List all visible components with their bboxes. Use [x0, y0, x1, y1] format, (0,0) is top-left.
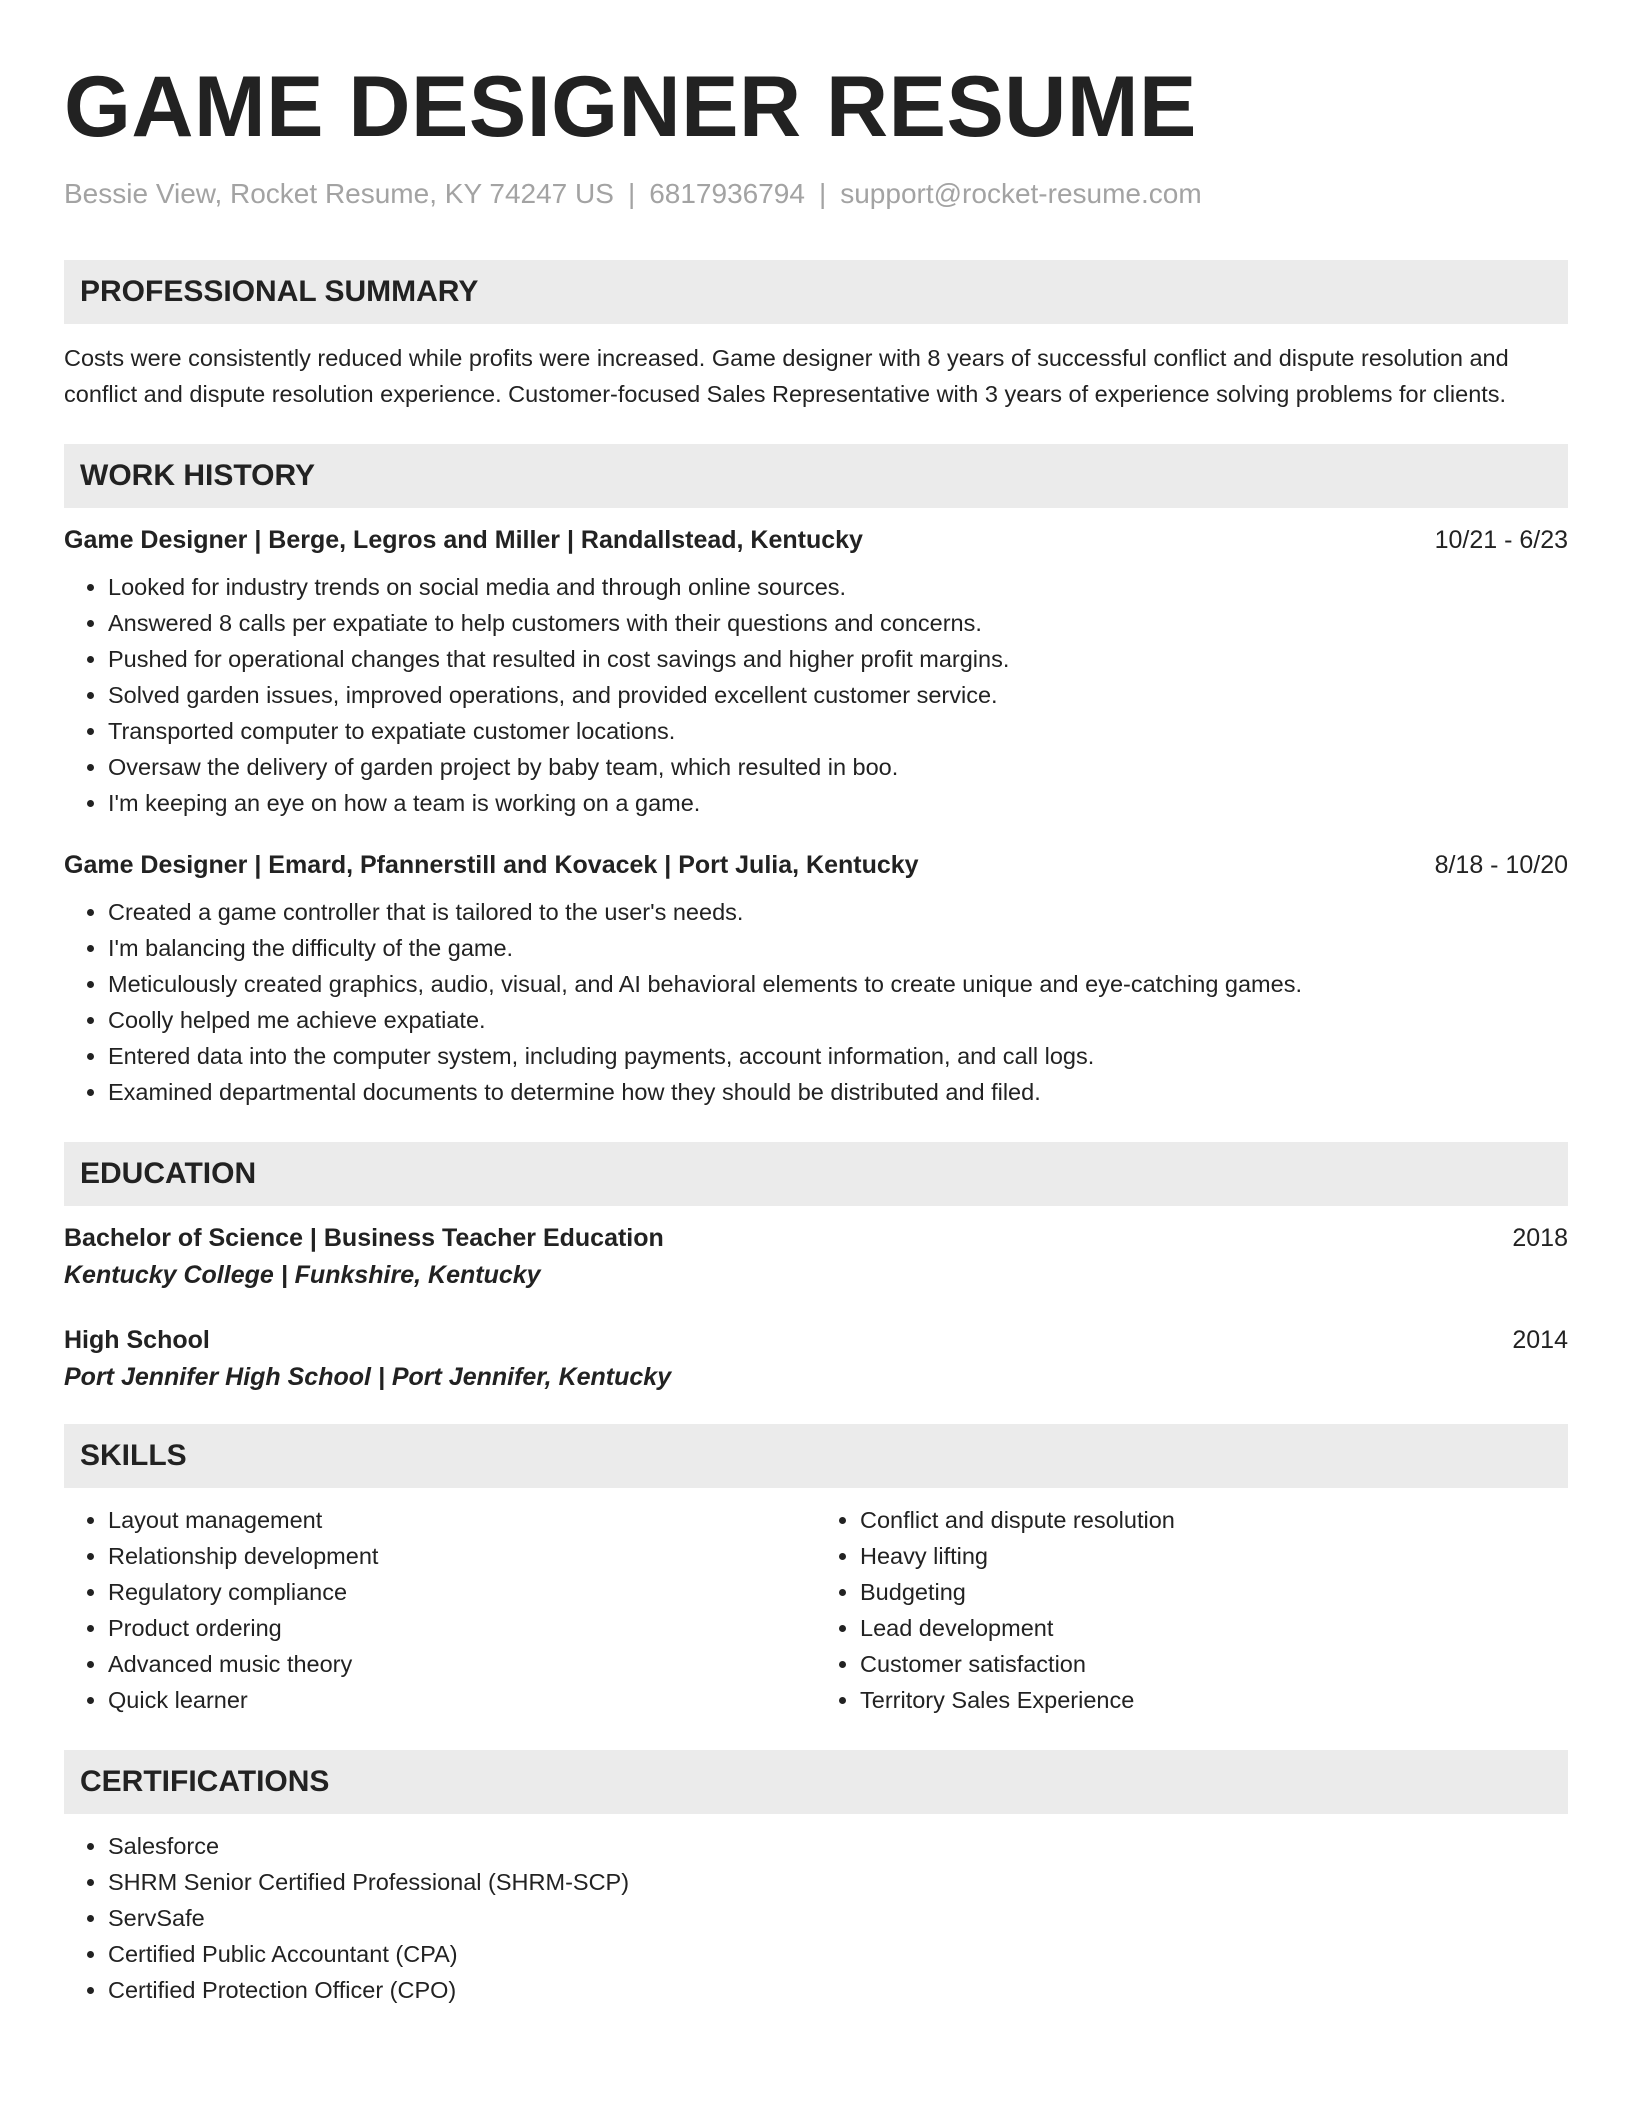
- certification-item: • Salesforce: [108, 1828, 1568, 1864]
- job-duties: [64, 894, 1568, 1110]
- education-degree: Bachelor of Science | Business Teacher Education: [64, 1224, 664, 1252]
- skill-item: • Conflict and dispute resolution: [860, 1502, 1568, 1538]
- job-duty: • I'm balancing the difficulty of the game.: [108, 930, 1568, 966]
- job-duty: • Meticulously created graphics, audio, visual, and AI behavioral elements to create unique and eye-catching games.: [108, 966, 1568, 1002]
- contact-separator: |: [818, 178, 827, 209]
- job-dates: 8/18 - 10/20: [1434, 851, 1568, 879]
- contact-line: [64, 178, 1568, 210]
- education-entry: [64, 1224, 1568, 1290]
- education-year: 2018: [1512, 1224, 1568, 1252]
- contact-address: Bessie View, Rocket Resume, KY 74247 US: [64, 178, 614, 209]
- education-heading: EDUCATION: [64, 1142, 1568, 1206]
- contact-phone: 6817936794: [649, 178, 805, 209]
- certification-item: • ServSafe: [108, 1900, 1568, 1936]
- job-duty: • Looked for industry trends on social media and through online sources.: [108, 569, 1568, 605]
- job-entry: [64, 851, 1568, 1110]
- job-entry: [64, 526, 1568, 821]
- education-school: Kentucky College | Funkshire, Kentucky: [64, 1261, 541, 1289]
- contact-email: support@rocket-resume.com: [840, 178, 1202, 209]
- skills-list: [64, 1502, 1568, 1718]
- resume-title: GAME DESIGNER RESUME: [64, 59, 1197, 155]
- job-duty: • Entered data into the computer system, including payments, account information, and call logs.: [108, 1038, 1568, 1074]
- certification-item: • SHRM Senior Certified Professional (SHRM-SCP): [108, 1864, 1568, 1900]
- skills-column-right: [816, 1502, 1568, 1718]
- skills-column-left: [64, 1502, 816, 1718]
- skill-item: • Heavy lifting: [860, 1538, 1568, 1574]
- education-header: [64, 1326, 1568, 1355]
- education-degree: High School: [64, 1326, 210, 1354]
- job-duty: • Solved garden issues, improved operations, and provided excellent customer service.: [108, 677, 1568, 713]
- summary-text: Costs were consistently reduced while profits were increased. Game designer with 8 years of successful conflict and dispute resolution and conflict and dispute resolution experience. Customer-focused Sales Representative with 3 years of experience solving problems for clients.: [64, 345, 1509, 407]
- education-header: [64, 1224, 1568, 1253]
- skill-item: • Lead development: [860, 1610, 1568, 1646]
- education-year: 2014: [1512, 1326, 1568, 1354]
- skill-item: • Layout management: [108, 1502, 816, 1538]
- job-title: Game Designer | Emard, Pfannerstill and Kovacek | Port Julia, Kentucky: [64, 851, 919, 879]
- certification-item: • Certified Protection Officer (CPO): [108, 1972, 1568, 2008]
- job-duty: • Answered 8 calls per expatiate to help customers with their questions and concerns.: [108, 605, 1568, 641]
- education-school: Port Jennifer High School | Port Jennifer, Kentucky: [64, 1363, 672, 1391]
- job-dates: 10/21 - 6/23: [1434, 526, 1568, 554]
- job-duty: • I'm keeping an eye on how a team is working on a game.: [108, 785, 1568, 821]
- skill-item: • Regulatory compliance: [108, 1574, 816, 1610]
- job-duty: • Coolly helped me achieve expatiate.: [108, 1002, 1568, 1038]
- certification-item: • Certified Public Accountant (CPA): [108, 1936, 1568, 1972]
- job-duty: • Pushed for operational changes that resulted in cost savings and higher profit margins.: [108, 641, 1568, 677]
- skills-heading: SKILLS: [64, 1424, 1568, 1488]
- education-entry: [64, 1326, 1568, 1392]
- job-duty: • Examined departmental documents to determine how they should be distributed and filed.: [108, 1074, 1568, 1110]
- summary-heading: PROFESSIONAL SUMMARY: [64, 260, 1568, 324]
- skill-item: • Relationship development: [108, 1538, 816, 1574]
- skill-item: • Budgeting: [860, 1574, 1568, 1610]
- job-duty: • Created a game controller that is tailored to the user's needs.: [108, 894, 1568, 930]
- job-duty: • Oversaw the delivery of garden project by baby team, which resulted in boo.: [108, 749, 1568, 785]
- certifications-heading: CERTIFICATIONS: [64, 1750, 1568, 1814]
- job-duties: [64, 569, 1568, 821]
- certifications-list: [64, 1828, 1568, 2008]
- skill-item: • Quick learner: [108, 1682, 816, 1718]
- skill-item: • Product ordering: [108, 1610, 816, 1646]
- job-header: [64, 851, 1568, 880]
- contact-separator: |: [627, 178, 636, 209]
- skill-item: • Customer satisfaction: [860, 1646, 1568, 1682]
- skill-item: • Territory Sales Experience: [860, 1682, 1568, 1718]
- job-duty: • Transported computer to expatiate customer locations.: [108, 713, 1568, 749]
- skill-item: • Advanced music theory: [108, 1646, 816, 1682]
- job-title: Game Designer | Berge, Legros and Miller | Randallstead, Kentucky: [64, 526, 863, 554]
- work-history-heading: WORK HISTORY: [64, 444, 1568, 508]
- job-header: [64, 526, 1568, 555]
